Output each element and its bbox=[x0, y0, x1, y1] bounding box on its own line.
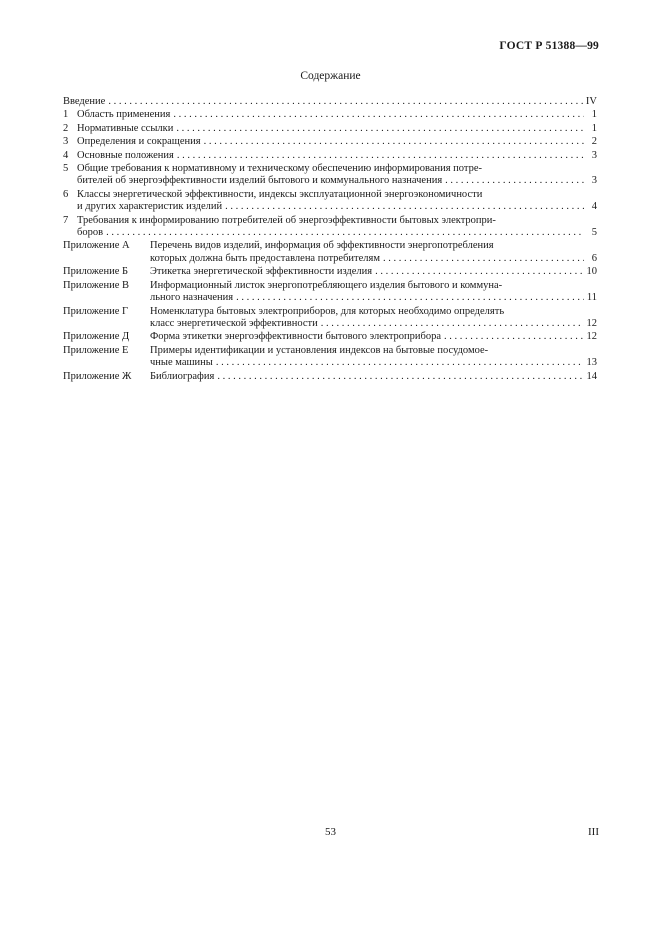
leader-dots bbox=[375, 266, 583, 278]
toc-entry-page: 13 bbox=[586, 357, 597, 369]
page-number-roman: III bbox=[588, 826, 599, 838]
appendix-label: Приложение А bbox=[63, 240, 130, 252]
standard-code: ГОСТ Р 51388—99 bbox=[499, 40, 599, 52]
section-number: 3 bbox=[63, 136, 69, 148]
toc-line bbox=[63, 357, 597, 369]
appendix-label: Приложение Г bbox=[63, 305, 129, 317]
leader-dots bbox=[177, 150, 584, 162]
leader-dots bbox=[106, 227, 584, 239]
toc-line bbox=[63, 123, 597, 135]
section-number: 5 bbox=[63, 163, 69, 175]
toc-entry-text: Номенклатура бытовых электроприборов, для которых необходимо определять bbox=[150, 305, 505, 317]
toc-line bbox=[63, 292, 597, 304]
toc-entry-text: льного назначения bbox=[150, 292, 234, 304]
toc-entry-page: 1 bbox=[591, 122, 597, 134]
toc-appendix-4[interactable] bbox=[63, 306, 597, 331]
toc-line bbox=[63, 306, 597, 318]
page-number: 53 bbox=[325, 826, 336, 838]
toc-entry-page: 5 bbox=[591, 227, 597, 239]
toc-line bbox=[63, 266, 597, 278]
toc-entry-text: Требования к информированию потребителей об энергоэффективности бытовых электропри- bbox=[77, 214, 496, 226]
toc-entry-text: Введение bbox=[63, 96, 106, 107]
leader-dots bbox=[108, 96, 583, 108]
toc-line bbox=[63, 318, 597, 330]
appendix-label: Приложение Б bbox=[63, 266, 129, 278]
toc-entry-text: Этикетка энергетической эффективности изделия bbox=[150, 266, 373, 278]
appendix-label: Приложение Е bbox=[63, 344, 129, 356]
toc-entry-page: 12 bbox=[586, 331, 597, 343]
leader-dots bbox=[444, 331, 583, 343]
toc-line bbox=[63, 150, 597, 162]
toc-entry-text: которых должна быть предоставлена потребителям bbox=[150, 252, 381, 264]
toc-entry-text: боров bbox=[77, 227, 104, 239]
toc-line bbox=[63, 280, 597, 292]
toc-entry-page: 4 bbox=[591, 201, 597, 213]
toc-entry-text: Библиография bbox=[150, 370, 215, 382]
page-title: Содержание bbox=[300, 70, 361, 82]
toc-entry-text: класс энергетической эффективности bbox=[150, 317, 318, 329]
leader-dots bbox=[216, 357, 584, 369]
leader-dots bbox=[236, 292, 584, 304]
toc-entry-page: 2 bbox=[591, 136, 597, 148]
toc-appendix-6[interactable] bbox=[63, 345, 597, 370]
appendix-label: Приложение Д bbox=[63, 331, 130, 343]
leader-dots bbox=[176, 123, 584, 135]
toc-entry-page: 12 bbox=[586, 317, 597, 329]
toc-line bbox=[63, 227, 597, 239]
toc-entry-text: чные машины bbox=[150, 357, 213, 369]
toc-entry-text: Общие требования к нормативному и техническому обеспечению информирования потре- bbox=[77, 163, 483, 175]
toc-entry-text: Классы энергетической эффективности, индексы эксплуатационной энергоэкономичности bbox=[77, 188, 483, 200]
appendix-label: Приложение В bbox=[63, 279, 129, 291]
toc-line bbox=[63, 331, 597, 343]
toc-entry-page: 6 bbox=[591, 252, 597, 264]
toc-line bbox=[63, 371, 597, 383]
toc-entry-page: IV bbox=[585, 96, 597, 107]
section-number: 7 bbox=[63, 214, 69, 226]
toc-section-7[interactable] bbox=[63, 215, 597, 240]
toc-line bbox=[63, 240, 597, 252]
toc-entry-page: 3 bbox=[591, 149, 597, 161]
leader-dots bbox=[173, 109, 584, 121]
section-number: 6 bbox=[63, 188, 69, 200]
toc-appendix-5[interactable] bbox=[63, 331, 597, 343]
toc-entry-text: Перечень видов изделий, информация об эффективности энергопотребления bbox=[150, 240, 494, 252]
leader-dots bbox=[383, 253, 584, 265]
toc-entry-page: 1 bbox=[591, 109, 597, 121]
toc-entry-page: 10 bbox=[586, 266, 597, 278]
table-of-contents bbox=[63, 96, 597, 383]
toc-line bbox=[63, 201, 597, 213]
leader-dots bbox=[445, 175, 584, 187]
toc-line bbox=[63, 175, 597, 187]
toc-entry-intro[interactable] bbox=[63, 96, 597, 108]
toc-line bbox=[63, 189, 597, 201]
toc-section-2[interactable] bbox=[63, 123, 597, 135]
toc-entry-page: 3 bbox=[591, 175, 597, 187]
toc-section-1[interactable] bbox=[63, 109, 597, 121]
toc-entry-text: Основные положения bbox=[77, 149, 174, 161]
toc-entry-page: 14 bbox=[586, 370, 597, 382]
leader-dots bbox=[217, 371, 583, 383]
toc-line bbox=[63, 215, 597, 227]
toc-section-6[interactable] bbox=[63, 189, 597, 214]
toc-appendix-3[interactable] bbox=[63, 280, 597, 305]
leader-dots bbox=[225, 201, 584, 213]
toc-line bbox=[63, 136, 597, 148]
toc-line bbox=[63, 253, 597, 265]
toc-entry-text: Определения и сокращения bbox=[77, 136, 201, 148]
toc-entry-text: Примеры идентификации и установления индексов на бытовые посудомое- bbox=[150, 344, 489, 356]
toc-appendix-7[interactable] bbox=[63, 371, 597, 383]
toc-section-3[interactable] bbox=[63, 136, 597, 148]
toc-line bbox=[63, 163, 597, 175]
toc-entry-text: Нормативные ссылки bbox=[77, 122, 174, 134]
appendix-label: Приложение Ж bbox=[63, 370, 132, 382]
toc-line bbox=[63, 345, 597, 357]
toc-appendix-2[interactable] bbox=[63, 266, 597, 278]
toc-entry-text: бителей об энергоэффективности изделий бытового и коммунального назначения bbox=[77, 175, 443, 187]
toc-entry-text: и других характеристик изделий bbox=[77, 201, 223, 213]
section-number: 4 bbox=[63, 149, 69, 161]
toc-section-5[interactable] bbox=[63, 163, 597, 188]
toc-entry-text: Информационный листок энергопотребляющего изделия бытового и коммуна- bbox=[150, 279, 503, 291]
toc-entry-text: Область применения bbox=[77, 109, 171, 121]
toc-section-4[interactable] bbox=[63, 150, 597, 162]
leader-dots bbox=[321, 318, 584, 330]
section-number: 2 bbox=[63, 122, 69, 134]
toc-entry-text: Форма этикетки энергоэффективности бытового электроприбора bbox=[150, 331, 442, 343]
leader-dots bbox=[204, 136, 584, 148]
toc-entry-page: 11 bbox=[586, 292, 597, 304]
toc-appendix-1[interactable] bbox=[63, 240, 597, 265]
section-number: 1 bbox=[63, 109, 69, 121]
toc-line bbox=[63, 109, 597, 121]
